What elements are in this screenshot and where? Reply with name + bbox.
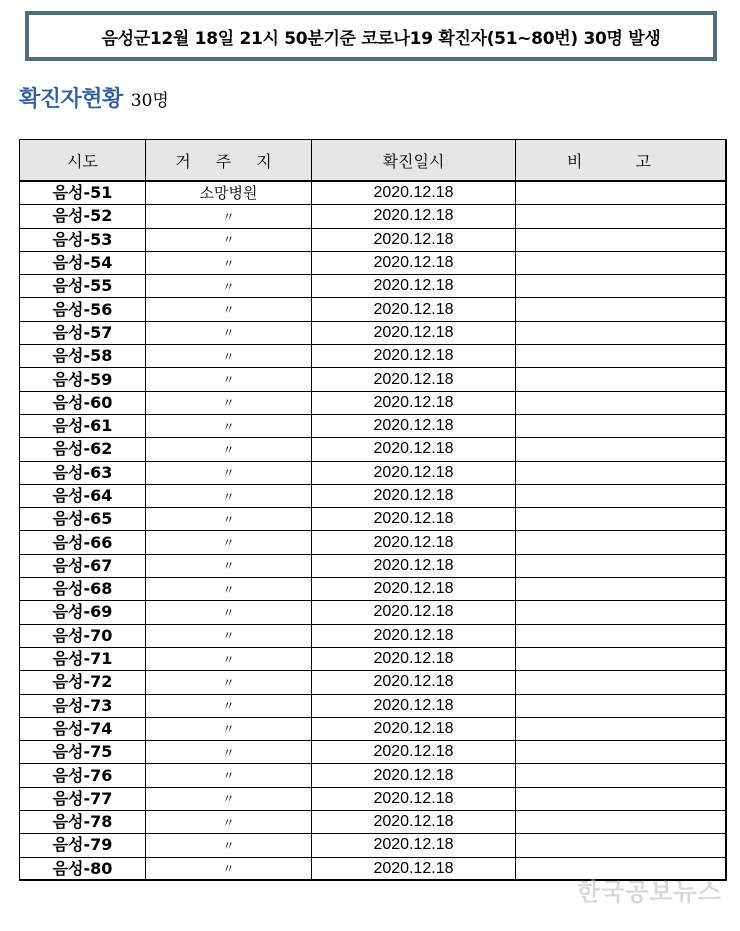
residence-text: 〃	[222, 349, 235, 364]
table-row	[20, 438, 727, 461]
residence-cell	[146, 438, 312, 461]
table-row	[20, 205, 727, 228]
confirmed-date-cell: 2020.12.18	[312, 531, 516, 554]
confirmed-date-cell: 2020.12.18	[312, 414, 516, 437]
residence-cell	[146, 554, 312, 577]
residence-cell	[146, 764, 312, 787]
table-row	[20, 834, 727, 857]
residence-cell	[146, 531, 312, 554]
table-row	[20, 647, 727, 670]
residence-cell	[146, 717, 312, 740]
residence-cell	[146, 345, 312, 368]
note-cell	[516, 461, 727, 484]
residence-cell	[146, 811, 312, 834]
case-number-cell: 음성-68	[20, 578, 146, 601]
table-row	[20, 368, 727, 391]
note-cell	[516, 438, 727, 461]
case-number-cell: 음성-64	[20, 484, 146, 507]
case-number-cell: 음성-60	[20, 391, 146, 414]
confirmed-date-cell: 2020.12.18	[312, 345, 516, 368]
note-cell	[516, 181, 727, 205]
document-title: 음성군12월 18일 21시 50분기준 코로나19 확진자(51~80번) 30명 발생	[101, 28, 661, 49]
watermark: 한국공보뉴스	[576, 878, 722, 906]
case-number-cell: 음성-66	[20, 531, 146, 554]
confirmed-date-cell: 2020.12.18	[312, 554, 516, 577]
note-cell	[516, 694, 727, 717]
confirmed-date-cell: 2020.12.18	[312, 647, 516, 670]
residence-cell	[146, 694, 312, 717]
table-row	[20, 345, 727, 368]
case-number-cell: 음성-55	[20, 275, 146, 298]
residence-text: 〃	[222, 605, 235, 620]
residence-text: 〃	[222, 652, 235, 667]
residence-cell	[146, 251, 312, 274]
residence-text: 〃	[222, 209, 235, 224]
confirmed-date-cell: 2020.12.18	[312, 508, 516, 531]
residence-cell	[146, 741, 312, 764]
residence-text: 〃	[222, 303, 235, 318]
confirmed-date-cell: 2020.12.18	[312, 717, 516, 740]
case-number-cell: 음성-57	[20, 321, 146, 344]
residence-text: 〃	[222, 722, 235, 737]
table-row	[20, 601, 727, 624]
note-cell	[516, 205, 727, 228]
table-body	[20, 181, 727, 880]
residence-cell	[146, 228, 312, 251]
note-cell	[516, 298, 727, 321]
residence-text: 〃	[222, 582, 235, 597]
case-number-cell: 음성-58	[20, 345, 146, 368]
residence-text: 〃	[222, 373, 235, 388]
column-header-confirmed-date: 확진일시	[312, 140, 516, 182]
residence-text: 〃	[222, 792, 235, 807]
note-cell	[516, 275, 727, 298]
table-row	[20, 508, 727, 531]
residence-cell	[146, 368, 312, 391]
case-number-cell: 음성-72	[20, 671, 146, 694]
residence-text: 〃	[222, 512, 235, 527]
column-header-residence: 거 주 지	[146, 140, 312, 182]
residence-cell	[146, 647, 312, 670]
case-number-cell: 음성-69	[20, 601, 146, 624]
residence-text: 〃	[222, 233, 235, 248]
case-number-cell: 음성-75	[20, 741, 146, 764]
table-row	[20, 461, 727, 484]
table-row	[20, 764, 727, 787]
residence-cell	[146, 834, 312, 857]
confirmed-date-cell: 2020.12.18	[312, 764, 516, 787]
table-header-row	[20, 140, 727, 182]
residence-text: 〃	[222, 699, 235, 714]
confirmed-date-cell: 2020.12.18	[312, 834, 516, 857]
residence-cell	[146, 857, 312, 880]
residence-text: 〃	[222, 419, 235, 434]
note-cell	[516, 787, 727, 810]
confirmed-date-cell: 2020.12.18	[312, 484, 516, 507]
confirmed-date-cell: 2020.12.18	[312, 694, 516, 717]
residence-text: 〃	[222, 396, 235, 411]
residence-text: 〃	[222, 326, 235, 341]
confirmed-date-cell: 2020.12.18	[312, 671, 516, 694]
confirmed-date-cell: 2020.12.18	[312, 228, 516, 251]
table-row	[20, 741, 727, 764]
confirmed-date-cell: 2020.12.18	[312, 275, 516, 298]
confirmed-date-cell: 2020.12.18	[312, 251, 516, 274]
case-number-cell: 음성-67	[20, 554, 146, 577]
residence-text: 소망병원	[199, 184, 258, 203]
confirmed-date-cell: 2020.12.18	[312, 461, 516, 484]
residence-cell	[146, 181, 312, 205]
residence-cell	[146, 787, 312, 810]
case-number-cell: 음성-65	[20, 508, 146, 531]
table-row	[20, 298, 727, 321]
case-number-cell: 음성-61	[20, 414, 146, 437]
column-header-region: 시도	[20, 140, 146, 182]
case-number-cell: 음성-70	[20, 624, 146, 647]
confirmed-date-cell: 2020.12.18	[312, 368, 516, 391]
section-heading	[19, 82, 169, 113]
residence-text: 〃	[222, 838, 235, 853]
table-row	[20, 251, 727, 274]
note-cell	[516, 741, 727, 764]
residence-cell	[146, 414, 312, 437]
residence-text: 〃	[222, 815, 235, 830]
residence-text: 〃	[222, 675, 235, 690]
table-row	[20, 811, 727, 834]
residence-cell	[146, 391, 312, 414]
confirmed-date-cell: 2020.12.18	[312, 741, 516, 764]
case-number-cell: 음성-80	[20, 857, 146, 880]
case-number-cell: 음성-56	[20, 298, 146, 321]
confirmed-date-cell: 2020.12.18	[312, 624, 516, 647]
case-number-cell: 음성-62	[20, 438, 146, 461]
case-number-cell: 음성-53	[20, 228, 146, 251]
residence-cell	[146, 321, 312, 344]
residence-cell	[146, 461, 312, 484]
table-row	[20, 321, 727, 344]
case-number-cell: 음성-59	[20, 368, 146, 391]
table-row	[20, 671, 727, 694]
table-row	[20, 531, 727, 554]
note-cell	[516, 671, 727, 694]
cases-table	[19, 139, 727, 881]
section-title: 확진자현황	[19, 87, 123, 112]
table-row	[20, 694, 727, 717]
confirmed-date-cell: 2020.12.18	[312, 205, 516, 228]
case-number-cell: 음성-51	[20, 181, 146, 205]
note-cell	[516, 717, 727, 740]
note-cell	[516, 251, 727, 274]
residence-cell	[146, 298, 312, 321]
residence-text: 〃	[222, 466, 235, 481]
note-cell	[516, 764, 727, 787]
confirmed-date-cell: 2020.12.18	[312, 181, 516, 205]
column-header-note: 비 고	[516, 140, 727, 182]
confirmed-date-cell: 2020.12.18	[312, 391, 516, 414]
residence-cell	[146, 671, 312, 694]
table-row	[20, 554, 727, 577]
residence-text: 〃	[222, 745, 235, 760]
table-row	[20, 181, 727, 205]
case-number-cell: 음성-71	[20, 647, 146, 670]
case-number-cell: 음성-76	[20, 764, 146, 787]
table-row	[20, 787, 727, 810]
note-cell	[516, 578, 727, 601]
table-row	[20, 391, 727, 414]
residence-cell	[146, 275, 312, 298]
note-cell	[516, 484, 727, 507]
residence-cell	[146, 484, 312, 507]
residence-cell	[146, 578, 312, 601]
confirmed-date-cell: 2020.12.18	[312, 857, 516, 880]
confirmed-date-cell: 2020.12.18	[312, 601, 516, 624]
confirmed-date-cell: 2020.12.18	[312, 811, 516, 834]
confirmed-date-cell: 2020.12.18	[312, 298, 516, 321]
table-row	[20, 717, 727, 740]
note-cell	[516, 601, 727, 624]
case-number-cell: 음성-63	[20, 461, 146, 484]
case-number-cell: 음성-79	[20, 834, 146, 857]
case-number-cell: 음성-78	[20, 811, 146, 834]
note-cell	[516, 368, 727, 391]
residence-cell	[146, 601, 312, 624]
confirmed-date-cell: 2020.12.18	[312, 321, 516, 344]
residence-text: 〃	[222, 442, 235, 457]
case-number-cell: 음성-52	[20, 205, 146, 228]
note-cell	[516, 228, 727, 251]
table-row	[20, 414, 727, 437]
residence-text: 〃	[222, 536, 235, 551]
note-cell	[516, 834, 727, 857]
table-row	[20, 275, 727, 298]
case-number-cell: 음성-77	[20, 787, 146, 810]
case-number-cell: 음성-73	[20, 694, 146, 717]
note-cell	[516, 531, 727, 554]
residence-text: 〃	[222, 769, 235, 784]
note-cell	[516, 624, 727, 647]
note-cell	[516, 414, 727, 437]
note-cell	[516, 811, 727, 834]
case-number-cell: 음성-74	[20, 717, 146, 740]
residence-cell	[146, 205, 312, 228]
table-row	[20, 578, 727, 601]
note-cell	[516, 345, 727, 368]
confirmed-date-cell: 2020.12.18	[312, 578, 516, 601]
confirmed-date-cell: 2020.12.18	[312, 438, 516, 461]
residence-text: 〃	[222, 489, 235, 504]
residence-text: 〃	[222, 862, 235, 877]
section-count: 30명	[130, 91, 169, 111]
note-cell	[516, 321, 727, 344]
table-row	[20, 228, 727, 251]
residence-cell	[146, 624, 312, 647]
note-cell	[516, 554, 727, 577]
residence-text: 〃	[222, 629, 235, 644]
residence-text: 〃	[222, 256, 235, 271]
note-cell	[516, 647, 727, 670]
note-cell	[516, 508, 727, 531]
case-number-cell: 음성-54	[20, 251, 146, 274]
note-cell	[516, 391, 727, 414]
table-row	[20, 484, 727, 507]
residence-text: 〃	[222, 559, 235, 574]
title-banner	[25, 11, 717, 61]
residence-text: 〃	[222, 279, 235, 294]
confirmed-date-cell: 2020.12.18	[312, 787, 516, 810]
table-row	[20, 624, 727, 647]
residence-cell	[146, 508, 312, 531]
